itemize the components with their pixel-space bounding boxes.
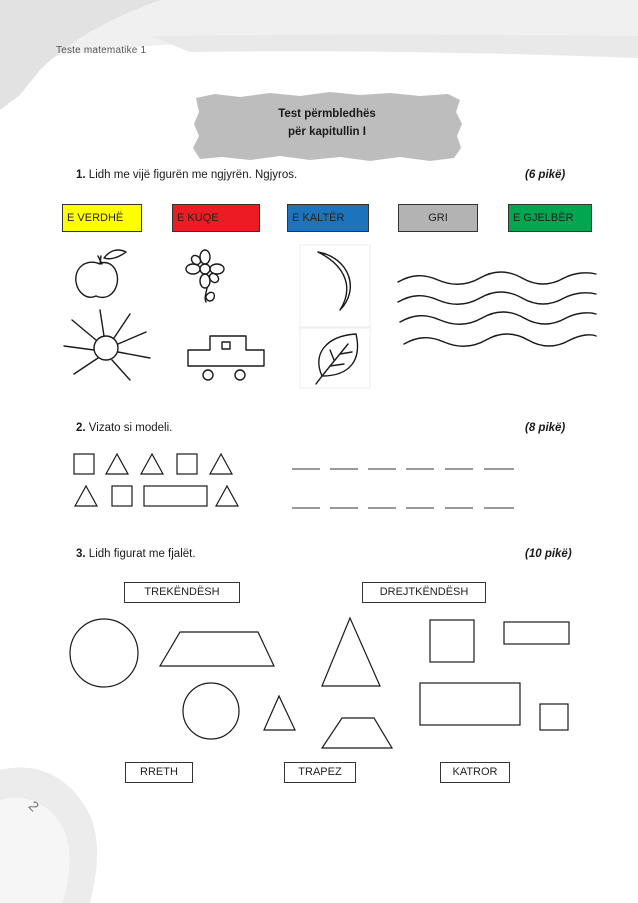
model-square-2 — [177, 454, 197, 474]
word-circle: RRETH — [125, 762, 193, 783]
small-circle — [183, 683, 239, 739]
test-title-line1: Test përmbledhës — [278, 108, 376, 120]
answer-lines — [292, 469, 514, 508]
color-label-red: E KUQE — [172, 204, 260, 232]
model-triangle-4 — [75, 486, 97, 506]
question-3-shapes — [0, 608, 638, 758]
large-triangle — [322, 618, 380, 686]
question-1-number: 1. — [76, 169, 86, 181]
color-label-blue: E KALTËR — [287, 204, 369, 232]
color-label-yellow: E VERDHË — [62, 204, 142, 232]
model-rectangle — [144, 486, 207, 506]
model-triangle-3 — [210, 454, 232, 474]
word-rectangle: DREJTKËNDËSH — [362, 582, 486, 603]
question-1 — [76, 169, 297, 181]
large-circle — [70, 619, 138, 687]
small-square — [540, 704, 568, 730]
question-2-text: Vizato si modeli. — [88, 422, 173, 434]
color-label-gray: GRI — [398, 204, 478, 232]
small-triangle — [264, 696, 295, 730]
series-title: Teste matematike 1 — [56, 45, 147, 56]
large-trapezoid — [160, 632, 274, 666]
model-triangle-2 — [141, 454, 163, 474]
moon-icon — [318, 252, 350, 310]
sun-icon — [64, 310, 150, 380]
question-1-drawings — [0, 240, 638, 390]
small-trapezoid — [322, 718, 392, 748]
model-square-1 — [74, 454, 94, 474]
small-rectangle — [504, 622, 569, 644]
model-triangle-5 — [216, 486, 238, 506]
leaf-icon — [316, 334, 358, 384]
question-3-text: Lidh figurat me fjalët. — [88, 548, 196, 560]
model-square-3 — [112, 486, 132, 506]
test-title-line2: për kapitullin I — [288, 126, 366, 138]
word-trapezoid: TRAPEZ — [284, 762, 356, 783]
model-triangle-1 — [106, 454, 128, 474]
word-triangle: TREKËNDËSH — [124, 582, 240, 603]
question-3-number: 3. — [76, 548, 86, 560]
large-rectangle — [420, 683, 520, 725]
color-label-green: E GJELBËR — [508, 204, 592, 232]
flower-icon — [186, 250, 224, 302]
question-1-text: Lidh me vijë figurën me ngjyrën. Ngjyros. — [88, 169, 298, 181]
apple-icon — [76, 250, 126, 297]
question-3-points: (10 pikë) — [525, 548, 572, 560]
question-2-number: 2. — [76, 422, 86, 434]
question-3 — [76, 548, 196, 560]
car-icon — [188, 336, 264, 380]
question-2-model — [0, 448, 638, 518]
waves-icon — [398, 272, 596, 346]
large-square — [430, 620, 474, 662]
page-number: 2 — [25, 797, 43, 815]
question-2-points: (8 pikë) — [525, 422, 566, 434]
question-2 — [76, 422, 172, 434]
question-1-points: (6 pikë) — [525, 169, 566, 181]
word-square: KATROR — [440, 762, 510, 783]
